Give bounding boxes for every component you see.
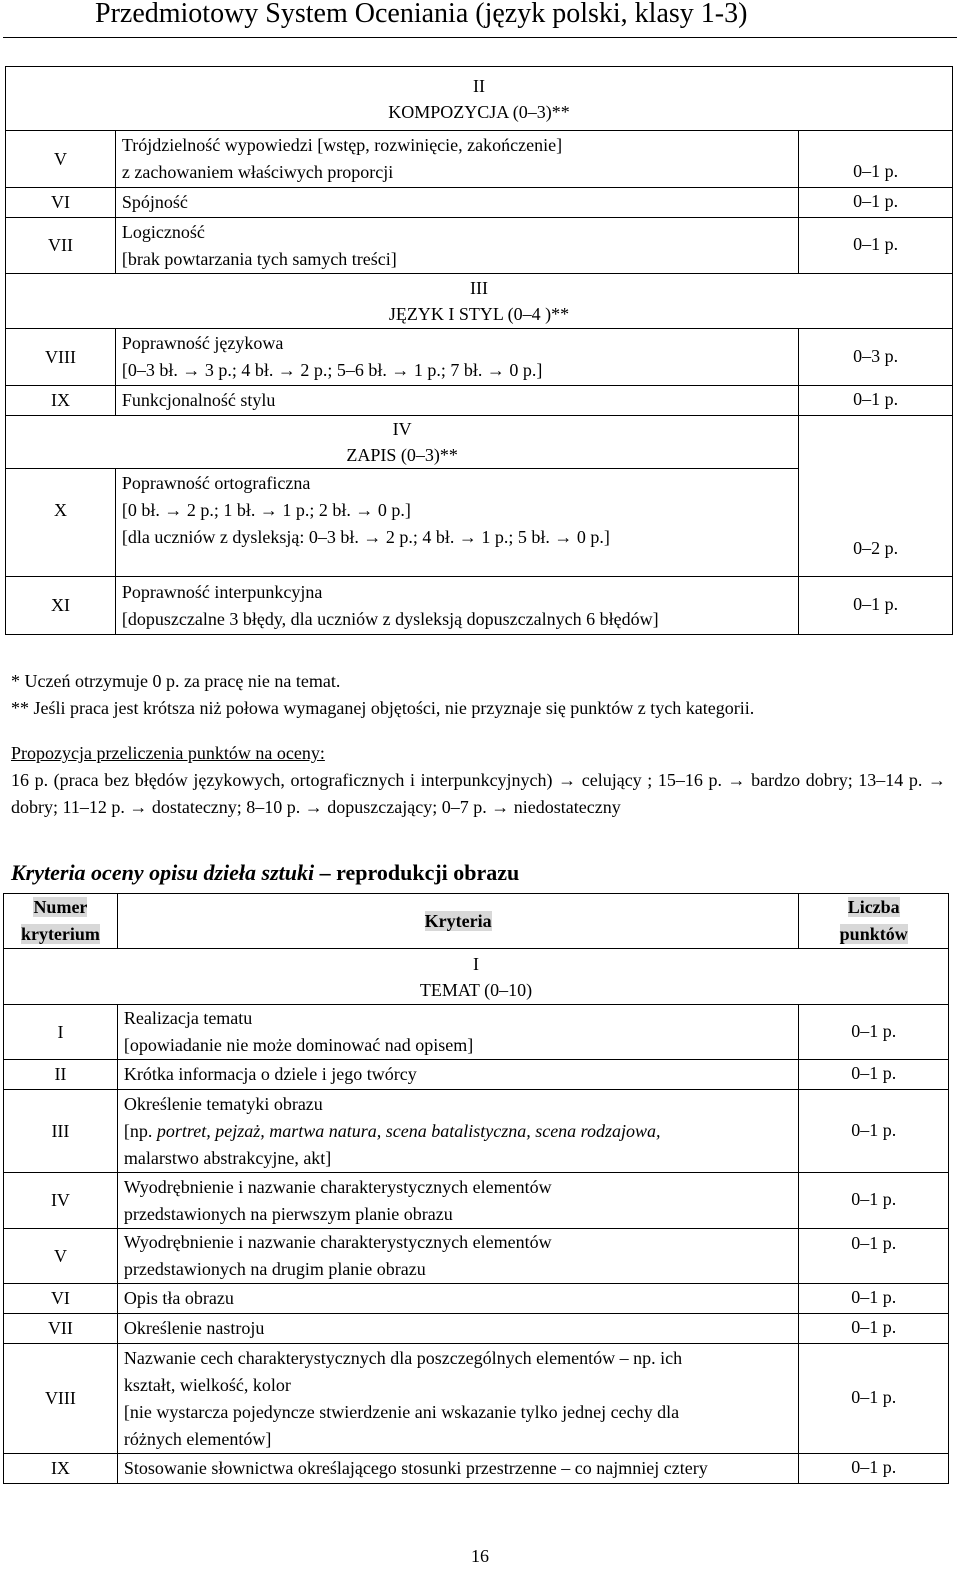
table-header-row — [4, 894, 949, 949]
criterion-number: XI — [6, 577, 116, 635]
section-number: I — [473, 953, 479, 974]
criterion-text — [117, 1229, 799, 1284]
criterion-text: Opis tła obrazu — [117, 1284, 799, 1314]
criterion-number: VI — [6, 188, 116, 218]
criterion-points: 0–2 p. — [799, 416, 953, 577]
criterion-line: Nazwanie cech charakterystycznych dla poszczególnych elementów – np. ich — [123, 1347, 683, 1368]
table-row — [4, 1229, 949, 1284]
criteria-table-composition — [5, 66, 953, 635]
table-row — [6, 131, 953, 188]
criterion-line: Realizacja tematu — [123, 1008, 253, 1028]
criterion-points: 0–1 p. — [799, 1005, 949, 1060]
criterion-line: Poprawność interpunkcyjna — [121, 581, 323, 602]
criterion-line: [0 bł. → 2 p.; 1 bł. → 1 p.; 2 bł. → 0 p.] — [121, 500, 411, 520]
criterion-points: 0–1 p. — [799, 1344, 949, 1454]
table-row — [6, 386, 953, 416]
criterion-text: Spójność — [115, 188, 798, 218]
table-row — [6, 218, 953, 274]
table-row — [4, 1284, 949, 1314]
section-heading — [6, 416, 799, 469]
section-name: JĘZYK I STYL (0–4 )** — [388, 304, 570, 324]
criterion-points: 0–1 p. — [799, 1090, 949, 1173]
proposal-text: 16 p. (praca bez błędów językowych, ortograficznych i interpunkcyjnych) → celujący ; 15–16 p. → bardzo dobry; 13–14 p. → dobry; 11–12 p. → dostateczny; 8–10 p. → dopuszczający; 0–7 p. → niedostateczny — [11, 770, 946, 817]
criterion-line: malarstwo abstrakcyjne, akt] — [123, 1147, 332, 1168]
criterion-points: 0–3 p. — [799, 329, 953, 386]
section-number: II — [473, 75, 485, 96]
criterion-points: 0–1 p. — [799, 131, 953, 188]
header-line: Kryteria — [424, 910, 492, 931]
criterion-line: [opowiadanie nie może dominować nad opisem] — [123, 1035, 474, 1055]
proposal-title: Propozycja przeliczenia punktów na oceny: — [11, 743, 325, 763]
criterion-number: III — [4, 1090, 118, 1173]
criterion-number: VI — [4, 1284, 118, 1314]
footnote-2: ** Jeśli praca jest krótsza niż połowa wymaganej objętości, nie przyznaje się punktów z tych kategorii. — [11, 698, 755, 718]
section-title-italic: Kryteria oceny opisu dzieła sztuki — [11, 860, 315, 885]
criterion-line: [dopuszczalne 3 błędy, dla uczniów z dysleksją dopuszczalnych 6 błędów] — [121, 608, 659, 629]
criterion-number: IV — [4, 1173, 118, 1229]
criterion-line: z zachowaniem właściwych proporcji — [121, 162, 394, 182]
criterion-points: 0–1 p. — [799, 1173, 949, 1229]
header-line: Liczba — [847, 897, 900, 917]
table-row — [4, 1173, 949, 1229]
criterion-points: 0–1 p. — [799, 1284, 949, 1314]
criterion-text — [117, 1173, 799, 1229]
criterion-number: VII — [6, 218, 116, 274]
criterion-points: 0–1 p. — [799, 1314, 949, 1344]
table-row — [6, 329, 953, 386]
table-row — [6, 577, 953, 635]
criterion-number: VII — [4, 1314, 118, 1344]
table-row — [4, 1005, 949, 1060]
criterion-number: IX — [6, 386, 116, 416]
criterion-points: 0–1 p. — [799, 577, 953, 635]
criterion-line: Trójdzielność wypowiedzi [wstęp, rozwinięcie, zakończenie] — [121, 135, 563, 155]
criterion-text — [115, 131, 798, 188]
section-title-rest: – reprodukcji obrazu — [314, 860, 520, 885]
table-row — [4, 1060, 949, 1090]
section-name: TEMAT (0–10) — [419, 979, 533, 1000]
criterion-text — [115, 218, 798, 274]
header-line: punktów — [839, 924, 908, 944]
spacer — [11, 722, 946, 740]
section-row — [6, 67, 953, 131]
section-title — [11, 860, 519, 886]
criterion-line: kształt, wielkość, kolor — [123, 1374, 291, 1395]
criterion-number: V — [6, 131, 116, 188]
criterion-points: 0–1 p. — [799, 1229, 949, 1284]
criterion-line-start: [np. — [123, 1120, 157, 1141]
section-name: ZAPIS (0–3)** — [346, 445, 458, 465]
section-row — [6, 416, 953, 469]
section-row — [4, 949, 949, 1005]
criterion-line: Wyodrębnienie i nazwanie charakterystycznych elementów — [123, 1232, 552, 1252]
criterion-points: 0–1 p. — [799, 218, 953, 274]
criterion-number: IX — [4, 1454, 118, 1484]
criterion-number: VIII — [6, 329, 116, 386]
section-number: IV — [392, 419, 412, 439]
page-number: 16 — [471, 1546, 489, 1566]
header-rule — [3, 37, 957, 38]
criterion-number: V — [4, 1229, 118, 1284]
section-name: KOMPOZYCJA (0–3)** — [388, 101, 570, 122]
criterion-line: [dla uczniów z dysleksją: 0–3 bł. → 2 p.; 4 bł. → 1 p.; 5 bł. → 0 p.] — [121, 527, 610, 547]
section-row — [6, 274, 953, 329]
section-heading — [4, 949, 949, 1005]
section-heading — [6, 274, 953, 329]
criterion-line — [124, 1118, 793, 1145]
column-header-criteria — [117, 894, 799, 949]
criteria-table-art — [3, 893, 949, 1484]
criterion-text — [115, 577, 798, 635]
section-heading — [6, 67, 953, 131]
page-title: Przedmiotowy System Oceniania (język polski, klasy 1-3) — [95, 0, 748, 29]
table-row — [4, 1314, 949, 1344]
criterion-text: Krótka informacja o dziele i jego twórcy — [117, 1060, 799, 1090]
criterion-points: 0–1 p. — [799, 386, 953, 416]
criterion-text — [117, 1344, 799, 1454]
criterion-line: Określenie tematyki obrazu — [123, 1093, 323, 1114]
criterion-line: różnych elementów] — [123, 1428, 272, 1449]
footnote-1: * Uczeń otrzymuje 0 p. za pracę nie na temat. — [11, 671, 341, 691]
criterion-line: [nie wystarcza pojedyncze stwierdzenie ani wskazanie tylko jednej cechy dla — [123, 1401, 680, 1422]
column-header-number — [4, 894, 118, 949]
criterion-line: [brak powtarzania tych samych treści] — [121, 248, 397, 269]
criterion-text — [117, 1005, 799, 1060]
criterion-examples: portret, pejzaż, martwa natura, scena batalistyczna, scena rodzajowa, — [156, 1120, 661, 1141]
criterion-text: Określenie nastroju — [117, 1314, 799, 1344]
criterion-line: Wyodrębnienie i nazwanie charakterystycznych elementów — [123, 1176, 552, 1197]
table-row — [4, 1344, 949, 1454]
section-number: III — [470, 278, 488, 298]
criterion-points: 0–1 p. — [799, 1454, 949, 1484]
table-row — [4, 1090, 949, 1173]
table-row — [6, 188, 953, 218]
criterion-number: VIII — [4, 1344, 118, 1454]
page-header — [0, 0, 960, 40]
criterion-points: 0–1 p. — [799, 1060, 949, 1090]
criterion-line: [0–3 bł. → 3 p.; 4 bł. → 2 p.; 5–6 bł. → 1 p.; 7 bł. → 0 p.] — [121, 360, 543, 380]
column-header-points — [799, 894, 949, 949]
criterion-number: I — [4, 1005, 118, 1060]
criterion-line: przedstawionych na pierwszym planie obrazu — [123, 1203, 453, 1224]
criterion-number: II — [4, 1060, 118, 1090]
header-line: kryterium — [20, 924, 100, 944]
criterion-text — [115, 329, 798, 386]
criterion-line: Poprawność ortograficzna — [121, 473, 311, 493]
criterion-text: Stosowanie słownictwa określającego stosunki przestrzenne – co najmniej cztery — [117, 1454, 799, 1484]
notes — [11, 668, 946, 821]
criterion-line: przedstawionych na drugim planie obrazu — [123, 1259, 426, 1279]
criterion-number: X — [6, 469, 116, 577]
criterion-text — [115, 469, 798, 577]
criterion-text — [117, 1090, 799, 1173]
criterion-line: Logiczność — [121, 221, 205, 242]
table-row — [4, 1454, 949, 1484]
criterion-text: Funkcjonalność stylu — [115, 386, 798, 416]
criterion-points: 0–1 p. — [799, 188, 953, 218]
criterion-line: Poprawność językowa — [121, 333, 284, 353]
header-line: Numer — [33, 897, 88, 917]
